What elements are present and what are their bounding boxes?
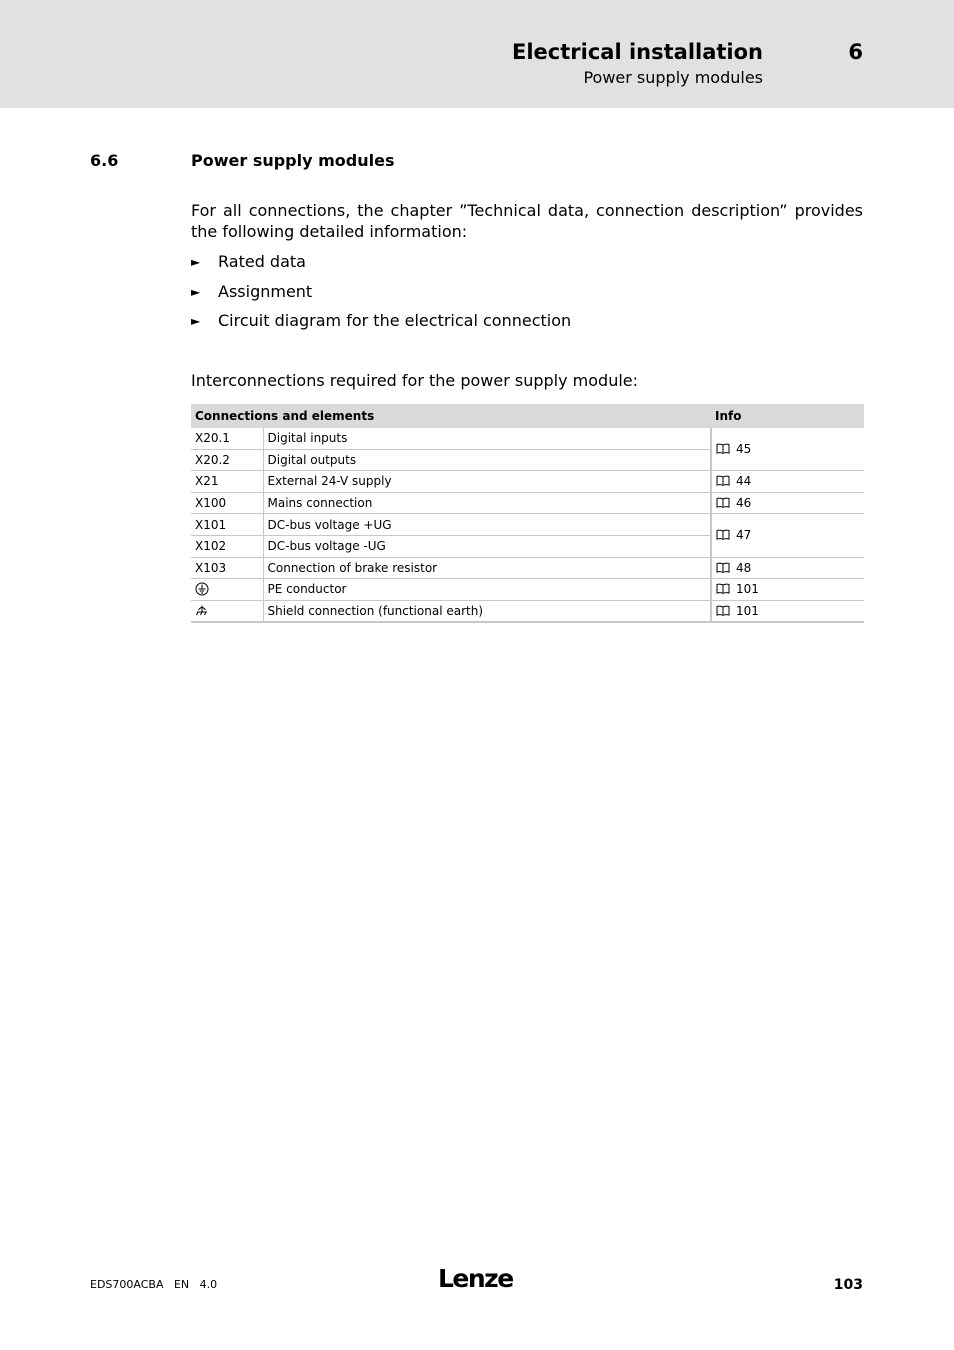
header-info: Info [711, 404, 864, 428]
arrow-bullet-icon: ► [191, 284, 201, 299]
pe-ground-icon [195, 582, 209, 596]
table-row [191, 600, 864, 622]
table-row [191, 557, 864, 579]
document-id: EDS700ACBA EN 4.0 [90, 1278, 218, 1291]
chapter-subtitle: Power supply modules [583, 68, 763, 87]
page-ref[interactable]: 45 [736, 442, 752, 457]
description-cell: Mains connection [263, 492, 711, 514]
book-icon [716, 475, 730, 486]
connections-table [191, 404, 864, 623]
table-header-row [191, 404, 864, 428]
terminal-cell: X20.1 [191, 428, 263, 449]
page-number: 103 [833, 1277, 863, 1293]
info-cell [711, 557, 864, 579]
bullet-list [191, 251, 571, 340]
book-icon [716, 562, 730, 573]
terminal-cell: X101 [191, 514, 263, 536]
page-ref[interactable]: 46 [736, 496, 752, 511]
description-cell: Shield connection (functional earth) [263, 600, 711, 622]
intro-paragraph: For all connections, the chapter ”Technical data, connection description” provides the following detailed information: [191, 201, 863, 241]
book-icon [716, 529, 730, 540]
list-item-text: Rated data [218, 252, 306, 271]
table-row [191, 492, 864, 514]
list-item [191, 281, 571, 311]
page-ref[interactable]: 48 [736, 560, 752, 575]
info-cell [711, 428, 864, 471]
terminal-cell: X21 [191, 471, 263, 493]
list-item [191, 310, 571, 340]
book-icon [716, 497, 730, 508]
book-icon [716, 583, 730, 594]
description-cell: DC-bus voltage +UG [263, 514, 711, 536]
table-row [191, 514, 864, 536]
page-ref[interactable]: 101 [736, 582, 759, 597]
terminal-cell: X20.2 [191, 449, 263, 471]
functional-earth-icon [195, 604, 209, 618]
table-row [191, 579, 864, 601]
section-number: 6.6 [90, 151, 119, 170]
terminal-cell [191, 600, 263, 622]
info-cell [711, 514, 864, 557]
list-item-text: Assignment [218, 281, 313, 301]
page-ref[interactable]: 101 [736, 604, 759, 619]
page-ref[interactable]: 47 [736, 528, 752, 543]
arrow-bullet-icon: ► [191, 314, 201, 328]
description-cell: Connection of brake resistor [263, 557, 711, 579]
terminal-cell: X102 [191, 535, 263, 557]
description-cell: Digital inputs [263, 428, 711, 449]
info-cell [711, 579, 864, 601]
description-cell: External 24-V supply [263, 471, 711, 493]
header-band [0, 0, 954, 108]
page-ref[interactable]: 44 [736, 474, 752, 489]
arrow-bullet-icon: ► [191, 255, 201, 269]
chapter-title: Electrical installation [512, 40, 763, 64]
terminal-cell: X103 [191, 557, 263, 579]
header-connections: Connections and elements [191, 404, 711, 428]
description-cell: Digital outputs [263, 449, 711, 471]
book-icon [716, 443, 730, 454]
book-icon [716, 605, 730, 616]
interconnections-text: Interconnections required for the power supply module: [191, 371, 639, 390]
terminal-cell [191, 579, 263, 601]
table-row [191, 428, 864, 449]
lenze-logo: Lenze [438, 1264, 513, 1293]
info-cell [711, 600, 864, 622]
terminal-cell: X100 [191, 492, 263, 514]
section-title: Power supply modules [191, 151, 395, 170]
table-row [191, 471, 864, 493]
info-cell [711, 492, 864, 514]
description-cell: DC-bus voltage -UG [263, 535, 711, 557]
info-cell [711, 471, 864, 493]
list-item [191, 251, 571, 281]
list-item-text: Circuit diagram for the electrical connection [218, 311, 572, 330]
description-cell: PE conductor [263, 579, 711, 601]
chapter-number: 6 [848, 40, 863, 64]
